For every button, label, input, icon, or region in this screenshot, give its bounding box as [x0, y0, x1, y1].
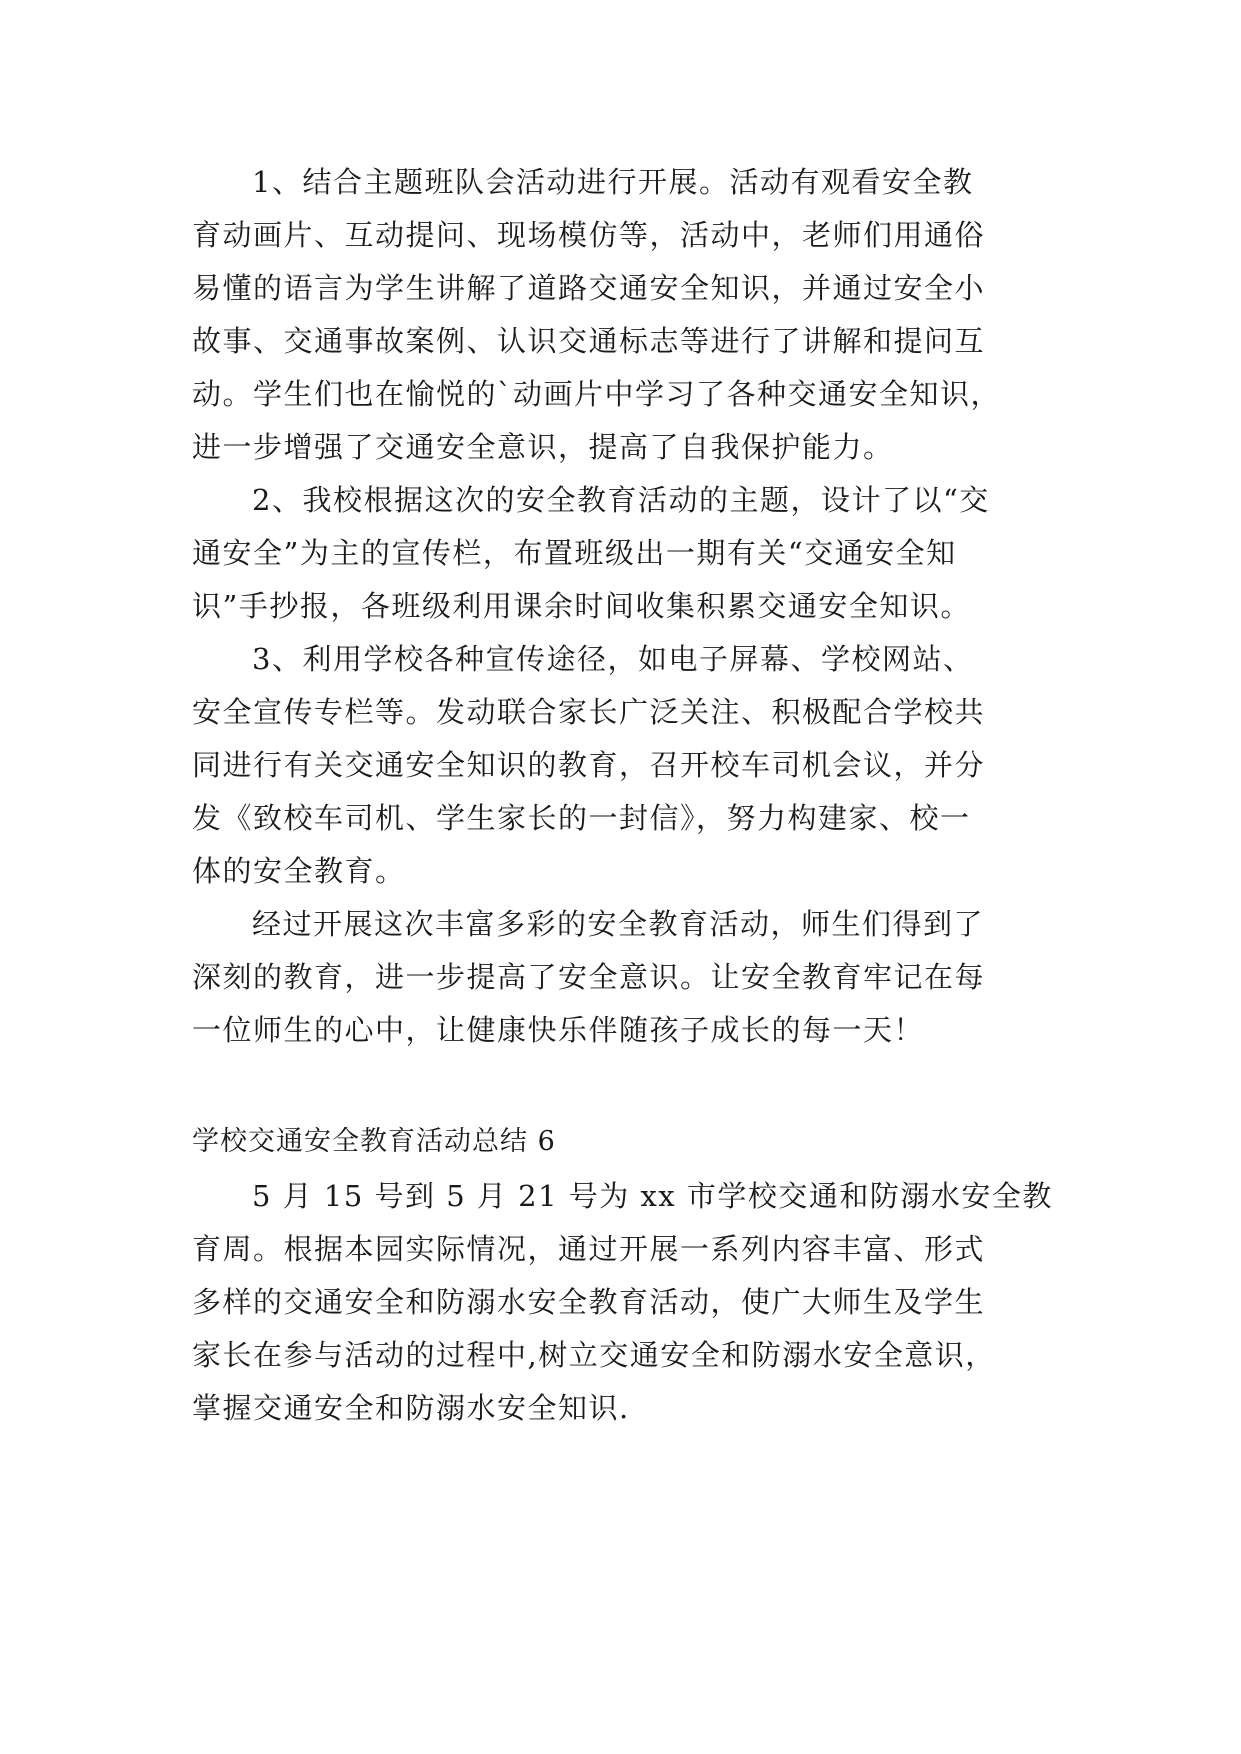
text-line: 5 月 15 号到 5 月 21 号为 xx 市学校交通和防溺水安全教 [252, 1179, 1053, 1213]
text-line: 深刻的教育，进一步提高了安全意识。让安全教育牢记在每 [192, 960, 986, 994]
text-line: 体的安全教育。 [192, 854, 406, 888]
text-line: 多样的交通安全和防溺水安全教育活动，使广大师生及学生 [192, 1285, 986, 1319]
text-line: 1、结合主题班队会活动进行开展。活动有观看安全教 [252, 165, 974, 199]
text-line: 育动画片、互动提问、现场模仿等，活动中，老师们用通俗 [192, 218, 986, 252]
text-line: 故事、交通事故案例、认识交通标志等进行了讲解和提问互 [192, 324, 986, 358]
text-line: 动。学生们也在愉悦的`动画片中学习了各种交通安全知识， [192, 377, 1002, 411]
text-line: 识”手抄报，各班级利用课余时间收集积累交通安全知识。 [192, 589, 971, 623]
text-line: 通安全”为主的宣传栏，布置班级出一期有关“交通安全知 [192, 536, 957, 570]
text-line: 2、我校根据这次的安全教育活动的主题，设计了以“交 [252, 483, 990, 517]
text-line: 同进行有关交通安全知识的教育，召开校车司机会议，并分 [192, 748, 986, 782]
text-line: 一位师生的心中，让健康快乐伴随孩子成长的每一天！ [192, 1013, 925, 1047]
text-line: 3、利用学校各种宣传途径，如电子屏幕、学校网站、 [252, 642, 974, 676]
text-line: 掌握交通安全和防溺水安全知识. [192, 1391, 630, 1425]
text-line: 进一步增强了交通安全意识，提高了自我保护能力。 [192, 430, 894, 464]
text-line: 育周。根据本园实际情况，通过开展一系列内容丰富、形式 [192, 1232, 986, 1266]
text-line: 发《致校车司机、学生家长的一封信》，努力构建家、校一 [192, 801, 971, 835]
text-line: 经过开展这次丰富多彩的安全教育活动，师生们得到了 [252, 907, 985, 941]
text-line: 家长在参与活动的过程中,树立交通安全和防溺水安全意识， [192, 1338, 996, 1372]
text-line: 安全宣传专栏等。发动联合家长广泛关注、积极配合学校共 [192, 695, 986, 729]
text-line: 易懂的语言为学生讲解了道路交通安全知识，并通过安全小 [192, 271, 986, 305]
section-title: 学校交通安全教育活动总结 6 [192, 1126, 556, 1157]
